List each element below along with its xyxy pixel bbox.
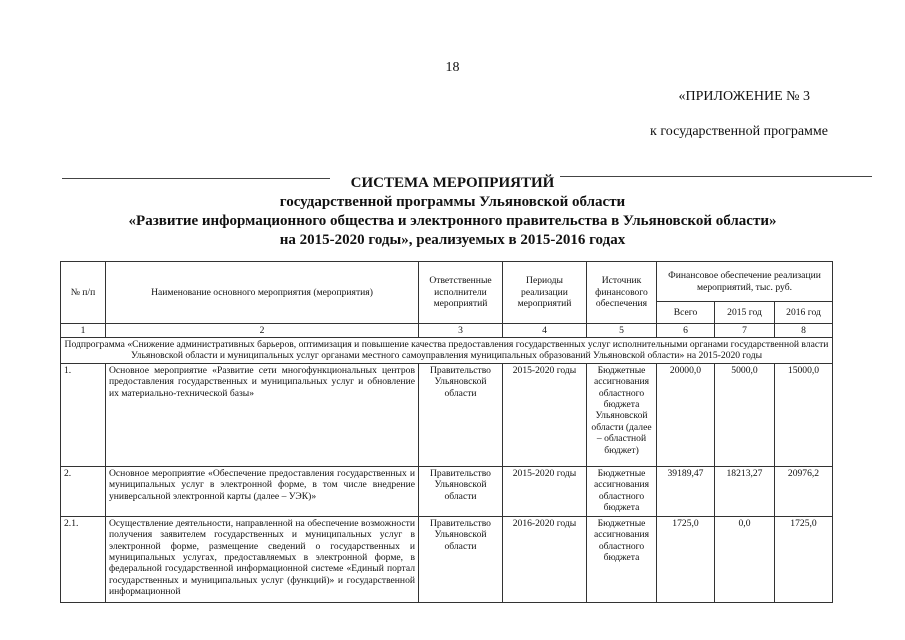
column-number: 4 [503, 324, 587, 338]
row-2015: 5000,0 [715, 363, 775, 466]
header-2015: 2015 год [715, 302, 775, 324]
row-total: 39189,47 [657, 466, 715, 516]
row-responsible: Правительство Ульяновской области [419, 516, 503, 602]
row-period: 2016-2020 годы [503, 516, 587, 602]
header-responsible: Ответственные исполнители мероприятий [419, 262, 503, 324]
row-num: 1. [61, 363, 106, 466]
table-row [61, 363, 833, 466]
row-source: Бюджетные ассигнования областного бюджета Ульяновской области (далее – областной бюджет) [587, 363, 657, 466]
appendix-title: «ПРИЛОЖЕНИЕ № 3 [678, 89, 810, 104]
measures-table [60, 261, 833, 603]
title-line-4: на 2015-2020 годы», реализуемых в 2015-2016 годах [279, 232, 626, 248]
header-total: Всего [657, 302, 715, 324]
column-number: 5 [587, 324, 657, 338]
header-finance: Финансовое обеспечение реализации мероприятий, тыс. руб. [657, 262, 833, 302]
row-2015: 18213,27 [715, 466, 775, 516]
column-number-row [61, 324, 833, 338]
title-line-3: «Развитие информационного общества и электронного правительства в Ульяновской области» [128, 213, 777, 229]
row-name: Основное мероприятие «Обеспечение предоставления государственных и муниципальных услуг в электронной форме, в том числе внедрение универсальной электронной карты (далее – УЭК)» [106, 466, 419, 516]
row-2016: 20976,2 [775, 466, 833, 516]
page-number: 18 [445, 60, 460, 75]
row-2016: 15000,0 [775, 363, 833, 466]
appendix-subtitle: к государственной программе [650, 124, 828, 139]
title-line-2: государственной программы Ульяновской области [279, 194, 626, 210]
row-total: 20000,0 [657, 363, 715, 466]
column-number: 3 [419, 324, 503, 338]
header-row [61, 262, 833, 302]
header-source: Источник финансового обеспечения [587, 262, 657, 324]
column-number: 1 [61, 324, 106, 338]
row-responsible: Правительство Ульяновской области [419, 466, 503, 516]
table-row [61, 466, 833, 516]
row-total: 1725,0 [657, 516, 715, 602]
subprogram-row [61, 338, 833, 364]
row-source: Бюджетные ассигнования областного бюджета [587, 466, 657, 516]
row-period: 2015-2020 годы [503, 466, 587, 516]
header-2016: 2016 год [775, 302, 833, 324]
column-number: 7 [715, 324, 775, 338]
row-period: 2015-2020 годы [503, 363, 587, 466]
row-num: 2.1. [61, 516, 106, 602]
row-responsible: Правительство Ульяновской области [419, 363, 503, 466]
row-2015: 0,0 [715, 516, 775, 602]
row-source: Бюджетные ассигнования областного бюджета [587, 516, 657, 602]
column-number: 2 [106, 324, 419, 338]
header-num: № п/п [61, 262, 106, 324]
title-line-1: СИСТЕМА МЕРОПРИЯТИЙ [350, 175, 555, 191]
row-num: 2. [61, 466, 106, 516]
header-name: Наименование основного мероприятия (мероприятия) [106, 262, 419, 324]
header-periods: Периоды реализации мероприятий [503, 262, 587, 324]
table-row [61, 516, 833, 602]
row-name: Осуществление деятельности, направленной на обеспечение возможности получения заявителем государственных и муниципальных услуг в электронной форме, размещение сведений о государственных и муниципальных услугах, предоставляемых в электронной форме, в федеральной государственной информационной системе «Единый портал государственных и муниципальных услуг (функций)» и государственной информационной [106, 516, 419, 602]
document-title [0, 174, 905, 250]
column-number: 8 [775, 324, 833, 338]
column-number: 6 [657, 324, 715, 338]
row-name: Основное мероприятие «Развитие сети многофункциональных центров предоставления государственных и муниципальных услуг и обновление их материально-технической базы» [106, 363, 419, 466]
subprogram-title: Подпрограмма «Снижение административных барьеров, оптимизация и повышение качества предоставления государственных услуг исполнительными органами государственной власти Ульяновской области и муниципальных услуг органами местного самоуправления муниципальных образований Ульяновской области» на 2015-2020 годы [61, 338, 833, 364]
row-2016: 1725,0 [775, 516, 833, 602]
